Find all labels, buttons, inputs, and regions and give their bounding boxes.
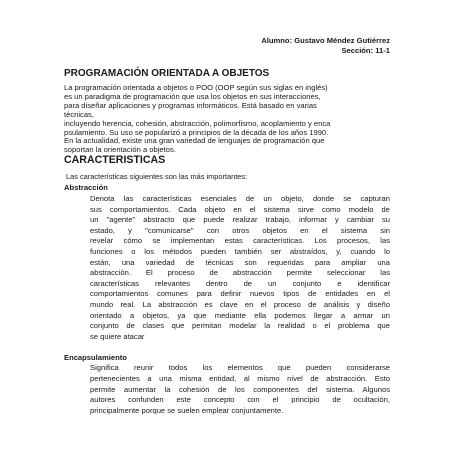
document-title: PROGRAMACIÓN ORIENTADA A OBJETOS xyxy=(64,68,270,79)
intro-paragraph xyxy=(64,84,396,155)
document-page xyxy=(62,0,394,453)
abstraction-line: funciones o los métodos pueden también ser abstraídos, y, cuando lo xyxy=(90,246,390,256)
intro-line: para diseñar aplicaciones y programas informáticos. Está basado en varias xyxy=(64,100,317,110)
student-name: Alumno: Gustavo Méndez Gutiérrez xyxy=(261,36,390,45)
intro-line: incluyendo herencia, cohesión, abstracción, polimorfismo, acoplamiento y enca xyxy=(64,118,331,128)
abstraction-heading: Abstracción xyxy=(64,183,108,192)
section-label: Sección: 11-1 xyxy=(341,45,390,55)
document-header xyxy=(261,36,390,55)
characteristics-heading: CARACTERISTICAS xyxy=(64,154,166,166)
abstraction-line: Denota las características esenciales de un objeto, donde se capturan xyxy=(90,194,390,203)
characteristics-lead: Las características siguientes son las más importantes: xyxy=(66,172,248,181)
abstraction-line: sus comportamientos. Cada objeto en el sistema sirve como modelo de xyxy=(90,204,390,214)
intro-line: La programación orientada a objetos o POO (OOP según sus siglas en inglés) xyxy=(64,83,328,92)
abstraction-line: revelar cómo se implementan estas características. Los procesos, las xyxy=(90,236,390,246)
abstraction-line: características relevantes dentro de un conjunto e identificar xyxy=(90,278,390,288)
abstraction-paragraph xyxy=(90,194,390,342)
encapsulation-line: permite aumentar la cohesión de los componentes del sistema. Algunos xyxy=(90,384,390,394)
abstraction-line: mundo real. La abstracción es clave en el proceso de análisis y diseño xyxy=(90,299,390,309)
abstraction-line: se quiere atacar xyxy=(90,331,145,341)
abstraction-line: abstracción. El proceso de abstracción permite seleccionar las xyxy=(90,268,390,278)
encapsulation-line: Significa reunir todos los elementos que pueden considerarse xyxy=(90,363,390,372)
abstraction-line: un "agente" abstracto que puede realizar trabajo, informar y cambiar su xyxy=(90,215,390,225)
abstraction-line: orientado a objetos, ya que mediante ella podemos llegar a armar un xyxy=(90,310,390,320)
encapsulation-line: principalmente porque se suelen emplear conjuntamente. xyxy=(90,406,284,416)
encapsulation-heading: Encapsulamiento xyxy=(64,353,127,362)
abstraction-line: comportamientos comunes para definir nuevos tipos de entidades en el xyxy=(90,289,390,299)
abstraction-line: estado, y "comunicarse" con otros objetos en el sistema sin xyxy=(90,225,390,235)
intro-line: técnicas, xyxy=(64,109,94,119)
intro-line: es un paradigma de programación que usa los objetos en sus interacciones, xyxy=(64,91,321,101)
encapsulation-paragraph xyxy=(90,363,390,417)
intro-line: soportan la orientación a objetos. xyxy=(64,145,176,155)
abstraction-line: conjunto de clases que permitan modelar la realidad o el problema que xyxy=(90,321,390,331)
intro-line: En la actualidad, existe una gran variedad de lenguajes de programación que xyxy=(64,136,325,146)
abstraction-line: están, una variedad de técnicas son requeridas para ampliar una xyxy=(90,257,390,267)
intro-line: psulamiento. Su uso se popularizó a principios de la década de los años 1990. xyxy=(64,127,329,137)
encapsulation-line: pertenecientes a una misma entidad, al mismo nivel de abstracción. Esto xyxy=(90,373,390,383)
encapsulation-line: autores confunden este concepto con el principio de ocultación, xyxy=(90,395,390,405)
